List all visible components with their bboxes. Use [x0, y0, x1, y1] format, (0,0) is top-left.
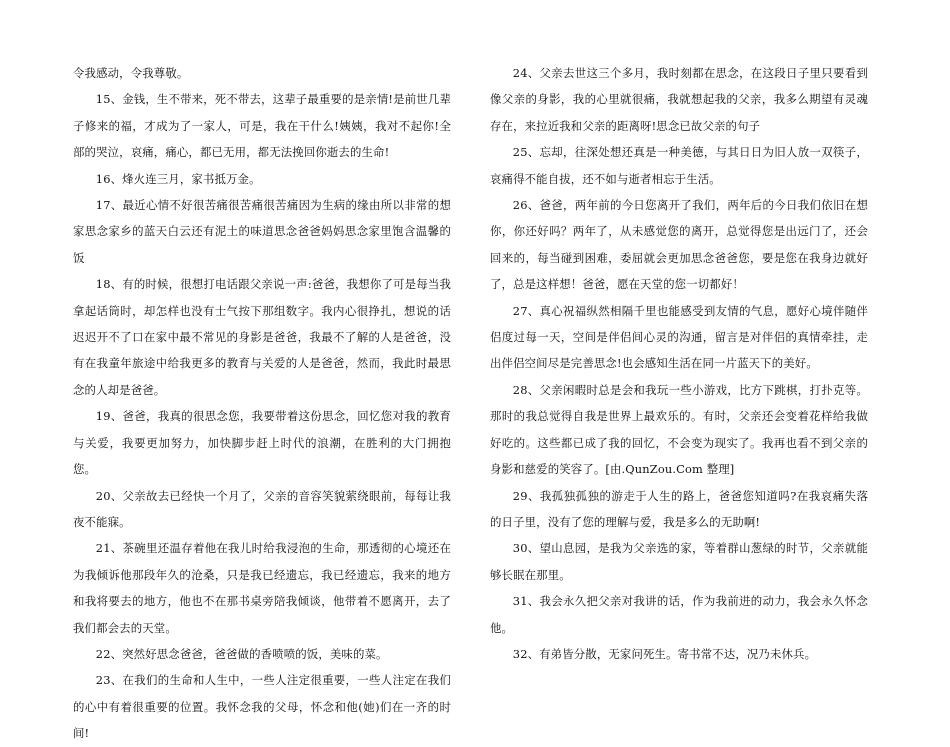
paragraph: 21、茶碗里还温存着他在我儿时给我浸泡的生命，那透彻的心境还在为我倾诉他那段年久的沧桑，只是我已经遗忘，我已经遗忘，我来的地方和我将要去的地方，他也不在那书桌旁陪我倾谈，他带着不愿离开，去了我们都会去的天堂。 [73, 541, 451, 635]
paragraph: 18、有的时候，很想打电话跟父亲说一声:爸爸，我想你了可是每当我拿起话筒时，却怎样也没有士气按下那组数字。我内心很挣扎，想说的话迟迟开不了口在家中最不常见的身影是爸爸，我最不了解的人是爸爸，没有在我童年旅途中给我更多的教育与关爱的人是爸爸，然而，我此时最思念的人却是爸爸。 [73, 277, 451, 397]
paragraph: 17、最近心情不好很苦痛很苦痛很苦痛因为生病的缘由所以非常的想家思念家乡的蓝天白云还有泥土的味道思念爸爸妈妈思念家里饱含温馨的饭 [73, 198, 451, 265]
paragraph: 25、忘却，往深处想还真是一种美德，与其日日为旧人放一双筷子，哀痛得不能自拔，还不如与逝者相忘于生活。 [490, 145, 868, 186]
paragraph: 22、突然好思念爸爸，爸爸做的香喷喷的饭，美味的菜。 [95, 646, 388, 661]
paragraph: 32、有弟皆分散，无家问死生。寄书常不达，况乃未休兵。 [512, 646, 817, 661]
paragraph: 20、父亲故去已经快一个月了，父亲的音容笑貌萦绕眼前，每每让我夜不能寐。 [73, 488, 451, 529]
paragraph: 26、爸爸，两年前的今日您离开了我们，两年后的今日我们依旧在想你，你还好吗？两年了，从未感觉您的离开，总觉得您是出远门了，还会回来的，每当碰到困难，委屈就会更加思念爸爸您，要是您在我身边就好了，总是这样想！爸爸，愿在天堂的您一切都好！ [490, 198, 868, 292]
paragraph: 29、我孤独孤独的游走于人生的路上，爸爸您知道吗?在我哀痛失落的日子里，没有了您的理解与爱，我是多么的无助啊! [490, 488, 868, 529]
paragraph: 23、在我们的生命和人生中，一些人注定很重要，一些人注定在我们的心中有着很重要的位置。我怀念我的父母，怀念和他(她)们在一齐的时间! [73, 673, 451, 741]
left-column [73, 60, 451, 747]
paragraph: 令我感动，令我尊敬。 [73, 66, 189, 80]
right-column [490, 60, 868, 667]
paragraph: 30、望山息园，是我为父亲选的家，等着群山葱绿的时节，父亲就能够长眠在那里。 [490, 541, 868, 582]
paragraph: 28、父亲闲暇时总是会和我玩一些小游戏，比方下跳棋，打扑克等。那时的我总觉得自我是世界上最欢乐的。有时，父亲还会变着花样给我做好吃的。这些都已成了我的回忆，不会变为现实了。我再也看不到父亲的身影和慈爱的笑容了。[由.QunZou.Com 整理] [490, 382, 868, 477]
paragraph: 31、我会永久把父亲对我讲的话，作为我前进的动力，我会永久怀念他。 [490, 594, 868, 635]
paragraph: 16、烽火连三月，家书抵万金。 [95, 171, 261, 186]
paragraph: 19、爸爸，我真的很思念您，我要带着这份思念，回忆您对我的教育与关爱，我要更加努力，加快脚步赶上时代的浪潮，在胜利的大门拥抱您。 [73, 409, 451, 477]
paragraph: 27、真心祝福纵然相隔千里也能感受到友情的气息，愿好心境伴随伴侣度过每一天，空间是伴侣间心灵的沟通，留言是对伴侣的真情牵挂，走出伴侣空间尽是完善思念!也会感知生活在同一片蓝天下的美好。 [490, 303, 868, 371]
paragraph: 15、金钱，生不带来，死不带去，这辈子最重要的是亲情!是前世几辈子修来的福，才成为了一家人，可是，我在干什么!姨姨，我对不起你!全部的哭泣，哀痛，痛心，都已无用，都无法挽回你逝去的生命! [73, 92, 451, 160]
paragraph: 24、父亲去世这三个多月，我时刻都在思念，在这段日子里只要看到像父亲的身影，我的心里就很痛，我就想起我的父亲，我多么期望有灵魂存在，来拉近我和父亲的距离呀!思念已故父亲的句子 [490, 66, 868, 133]
